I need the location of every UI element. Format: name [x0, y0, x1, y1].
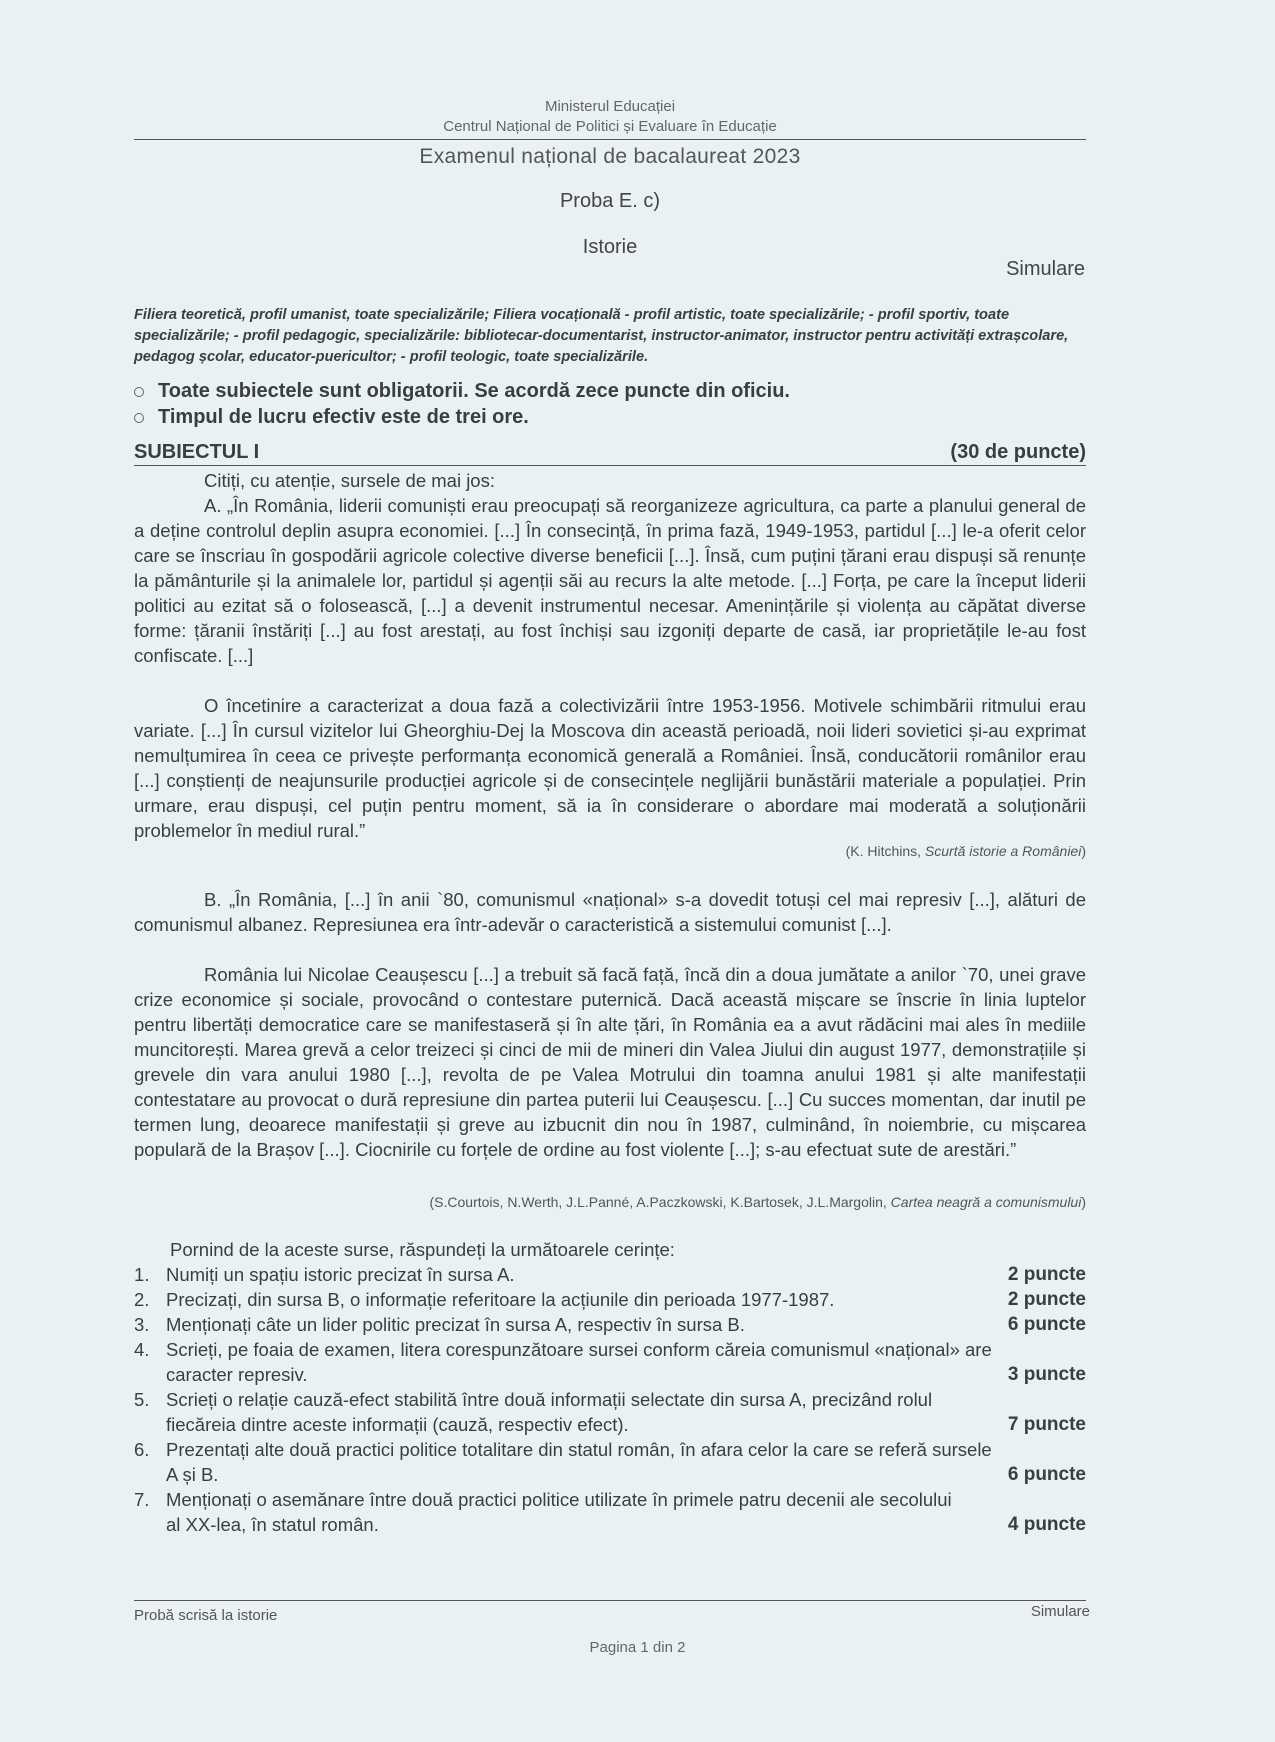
sources-intro: Citiți, cu atenție, sursele de mai jos: — [204, 470, 495, 491]
footer-right: Simulare — [1030, 1603, 1090, 1620]
section-title: SUBIECTUL I — [134, 441, 260, 463]
page-number: Pagina 1 din 2 — [589, 1639, 686, 1656]
source-b-citation: (S.Courtois, N.Werth, J.L.Panné, A.Paczkowski, K.Bartosek, J.L.Margolin, Cartea neagră a comunismului) — [429, 1194, 1086, 1210]
section-points: (30 de puncte) — [950, 441, 1086, 463]
section-heading — [134, 441, 1086, 464]
rule-item: Toate subiectele sunt obligatorii. Se acordă zece puncte din oficiu. — [134, 380, 790, 403]
bullet-icon — [134, 413, 144, 423]
center-name: Centrul Național de Politici și Evaluare în Educație — [443, 118, 777, 135]
task-intro: Pornind de la aceste surse, răspundeți la următoarele cerințe: — [170, 1239, 675, 1260]
ministry-name: Ministerul Educației — [544, 98, 676, 115]
source-a-paragraph-2: O încetinire a caracterizat a doua fază a colectivizării între 1953-1956. Motivele schimbării ritmului erau variate. [...] În cursul vizitelor lui Gheorghiu-Dej la Moscova din această perioadă, noii lideri sovietici și-au exprimat nemulțumirea în ceea ce privește performanța economică generală a României. Însă, conducătorii românilor erau [...] conștienți de neajunsurile producției agricole și de consecințele neglijării bunăstării materiale a populației. Prin urmare, erau dispuși, cel puțin pentru moment, să ia în considerare o abordare mai moderată a soluționării problemelor în mediul rural.” — [134, 695, 1086, 841]
source-a-paragraph-1: A. „În România, liderii comuniști erau preocupați să reorganizeze agricultura, ca parte a planului general de a deține controlul deplin asupra economiei. [...] În consecință, în prima fază, 1949-1953, partidul [...] le-a oferit celor care se înscriau în gospodării agricole colective diverse beneficii [...]. Însă, cum puțini țărani erau dispuși să renunțe la pământurile și la animalele lor, partidul și agenții săi au recurs la alte metode. [...] Forța, pe care la început liderii politici au ezitat să o folosească, [...] a devenit instrumentul necesar. Amenințările și violența au căpătat diverse forme: țăranii înstăriți [...] au fost arestați, au fost închiși sau izgoniți departe de casă, iar proprietățile le-au fost confiscate. [...] — [134, 495, 1086, 666]
exam-page: Ministerul Educației Centrul Național de Politici și Evaluare în Educație Examenul național de bacalaureat 2023 Proba E. c) Istorie Simulare Filiera teoretică, profil umanist, toate specializările; Filiera vocațională - profil artistic, toate specializările; - profil sportiv, toate specializările; - profil pedagogic, specializările: bibliotecar-documentarist, instructor-animator, instructor pentru activități extrașcolare, pedagog școlar, educator-puericultor; - profil teologic, toate specializările. Toate subiectele sunt obligatorii. Se acordă zece puncte din oficiu. Timpul de lucru efectiv este de trei ore. SUBIECTUL I (30 de puncte) Citiți, cu atenție, sursele de mai jos: A. „În România, liderii comuniști erau preocupați să reorganizeze agricultura, ca parte a planului general de a deține controlul deplin asupra economiei. [...] În consecință, în prima fază, 1949-1953, partidul [...] le-a oferit celor care se înscriau în gospodării agricole colective diverse beneficii [...]. Însă, cum puțini țărani erau dispuși să renunțe la pământurile și la animalele lor, partidul și agenții săi au recurs la alte metode. [...] Forța, pe care la început liderii politici au ezitat să o folosească, [...] a devenit instrumentul necesar. Amenințările și violența au căpătat diverse forme: țăranii înstăriți [...] au fost arestați, au fost închiși sau izgoniți departe de casă, iar proprietățile le-au fost confiscate. [...] O încetinire a caracterizat a doua fază a colectivizării între 1953-1956. Motivele schimbării ritmului erau variate. [...] În cursul vizitelor lui Gheorghiu-Dej la Moscova din această perioadă, noii lideri sovietici și-au exprimat nemulțumirea în ceea ce privește performanța economică generală a României. Însă, conducătorii românilor erau [...] conștienți de neajunsurile producției agricole și de consecințele neglijării bunăstării materiale a populației. Prin urmare, erau dispuși, cel puțin pentru moment, să ia în considerare o abordare mai moderată a soluționării problemelor în mediul rural.” (K. Hitchins, Scurtă istorie a României) B. „În România, [...] în anii `80, comunismul «național» s-a dovedit totuși cel mai represiv [...], alături de comunismul albanez. Represiunea era într-adevăr o caracteristică a sistemului comunist [...]. România lui Nicolae Ceaușescu [...] a trebuit să facă față, încă din a doua jumătate a anilor `70, unei grave crize economice și sociale, provocând o contestare puternică. Dacă această mișcare se înscrie în linia luptelor pentru libertăți democratice care se manifestaseră și în alte țări, în România ea a avut rădăcini mai ales în mediile muncitorești. Marea grevă a celor treizeci și cinci de mii de mineri din Valea Jiului din august 1977, demonstrațiile și grevele din vara anului 1980 [...], revolta de pe Valea Motrului din toamna anului 1981 și alte manifestații contestatare au provocat o dură represiune din partea puterii lui Ceaușescu. [...] Cu succes momentan, dar inutil pe termen lung, deoarece manifestații și greve au izbucnit din nou în 1987, culminând, în noiembrie, cu mișcarea populară de la Brașov [...]. Ciocnirile cu forțele de ordine au fost violente [...]; s-au efectuat sute de arestări.” (S.Courtois, N.Werth, J.L.Panné, A.Paczkowski, K.Bartosek, J.L.Margolin, Cartea neagră a comunismului) Pornind de la aceste surse, răspundeți la următoarele cerințe: 1. Numiți un spațiu istoric precizat în sursa A. 2 puncte 2. Precizați, din sursa B, o informație referitoare la acțiunile din perioada 1977-1987. 2 puncte 3. Menționați câte un lider politic precizat în sursa A, respectiv în sursa B. 6 puncte 4. Scrieți, pe foaia de examen, litera corespunzătoare sursei conform căreia comunismul «național» are caracter represiv. 3 puncte 5. Scrieți o relație cauză-efect stabilită între două informații selectate din sursa A, precizând rolul fiecăreia dintre aceste informații (cauză, respectiv efect). 7 puncte 6. Prezentați alte două practici politice totalitare din statul român, în afara celor la care se referă sursele A și B. 6 puncte 7. Menționați o asemănare între două practici politice utilizate în primele patru decenii ale secolului al XX-lea, în statul român. 4 puncte Probă scrisă la istorie Simulare Pagina 1 din 2 — [0, 0, 1275, 1742]
rule-item: Timpul de lucru efectiv este de trei ore. — [134, 406, 529, 429]
header-divider — [134, 139, 1086, 140]
proba-label: Proba E. c) — [559, 190, 661, 212]
source-b-paragraph-2: România lui Nicolae Ceaușescu [...] a trebuit să facă față, încă din a doua jumătate a anilor `70, unei grave crize economice și sociale, provocând o contestare puternică. Dacă această mișcare se înscrie în linia luptelor pentru libertăți democratice care se manifestaseră și în alte țări, în România ea a avut rădăcini mai ales în mediile muncitorești. Marea grevă a celor treizeci și cinci de mii de mineri din Valea Jiului din august 1977, demonstrațiile și grevele din vara anului 1980 [...], revolta de pe Valea Motrului din toamna anului 1981 și alte manifestații contestatare au provocat o dură represiune din partea puterii lui Ceaușescu. [...] Cu succes momentan, dar inutil pe termen lung, deoarece manifestații și greve au izbucnit din nou în 1987, culminând, în noiembrie, cu mișcarea populară de la Brașov [...]. Ciocnirile cu forțele de ordine au fost violente [...]; s-au efectuat sute de arestări.” — [134, 964, 1086, 1160]
exam-title: Examenul național de bacalaureat 2023 — [419, 145, 801, 168]
subject-label: Istorie — [582, 236, 638, 258]
footer-left: Probă scrisă la istorie — [134, 1607, 278, 1624]
bullet-icon — [134, 387, 144, 397]
exam-type: Simulare — [1006, 258, 1085, 280]
footer-divider — [134, 1600, 1086, 1601]
source-b-paragraph-1: B. „În România, [...] în anii `80, comunismul «național» s-a dovedit totuși cel mai represiv [...], alături de comunismul albanez. Represiunea era într-adevăr o caracteristică a sistemului comunist [...]. — [134, 889, 1086, 935]
section-divider — [134, 465, 1086, 466]
filiera-text: Filiera teoretică, profil umanist, toate specializările; Filiera vocațională - profil artistic, toate specializările; - profil sportiv, toate specializările; - profil pedagogic, specializările: bibliotecar-documentarist, instructor-animator, instructor pentru activități extrașcolare, pedagog școlar, educator-puericultor; - profil teologic, toate specializările. — [134, 307, 1069, 365]
source-a-citation: (K. Hitchins, Scurtă istorie a României) — [845, 843, 1086, 859]
